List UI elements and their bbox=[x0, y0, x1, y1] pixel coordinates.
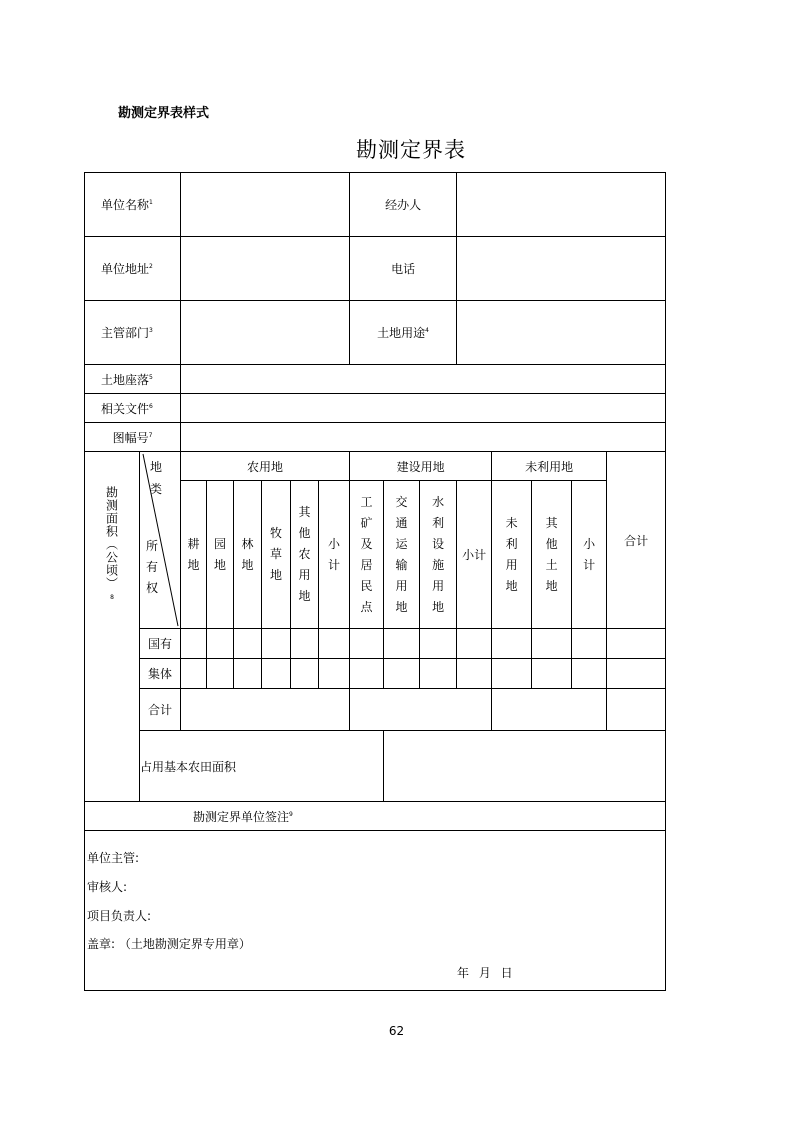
col-forest: 林 地 bbox=[234, 481, 262, 629]
unit-address-field[interactable] bbox=[181, 237, 350, 301]
unit-name-field[interactable] bbox=[181, 173, 350, 237]
cell[interactable] bbox=[572, 659, 607, 689]
col-cons-subtotal: 小计 bbox=[457, 481, 492, 629]
col-transport: 交 通 运 输 用 地 bbox=[384, 481, 420, 629]
cell[interactable] bbox=[291, 659, 319, 689]
phone-label: 电话 bbox=[350, 237, 457, 301]
survey-area-label: 勘测面积（公顷） $^8$ bbox=[85, 452, 140, 802]
signature-header: 勘测定界单位签注$^9$ bbox=[85, 802, 666, 831]
cell[interactable] bbox=[572, 629, 607, 659]
land-location-label: 土地座落$^5$ bbox=[85, 365, 181, 394]
cell[interactable] bbox=[420, 629, 457, 659]
cell[interactable] bbox=[607, 659, 666, 689]
construction-total-cell[interactable] bbox=[350, 689, 492, 731]
cell[interactable] bbox=[532, 629, 572, 659]
related-docs-field[interactable] bbox=[181, 394, 666, 423]
cell[interactable] bbox=[181, 629, 207, 659]
map-sheet-label: 图幅号$^7$ bbox=[85, 423, 181, 452]
cell[interactable] bbox=[492, 629, 532, 659]
col-pasture: 牧 草 地 bbox=[262, 481, 291, 629]
survey-boundary-table bbox=[84, 172, 666, 991]
row-label-collective: 集体 bbox=[140, 659, 181, 689]
agent-label: 经办人 bbox=[350, 173, 457, 237]
grand-total-header: 合计 bbox=[607, 452, 666, 629]
seal-label: 盖章: （土地勘测定界专用章） bbox=[87, 937, 251, 951]
cell[interactable] bbox=[234, 629, 262, 659]
col-mining-residential: 工 矿 及 居 民 点 bbox=[350, 481, 384, 629]
cell[interactable] bbox=[350, 659, 384, 689]
col-garden: 园 地 bbox=[207, 481, 234, 629]
date-label: 年 月 日 bbox=[457, 966, 513, 980]
cell[interactable] bbox=[384, 659, 420, 689]
cell[interactable] bbox=[420, 659, 457, 689]
col-cultivated: 耕 地 bbox=[181, 481, 207, 629]
competent-dept-label: 主管部门$^3$ bbox=[85, 301, 181, 365]
agent-field[interactable] bbox=[457, 173, 666, 237]
competent-dept-field[interactable] bbox=[181, 301, 350, 365]
cell[interactable] bbox=[181, 659, 207, 689]
table-row-total bbox=[85, 689, 666, 731]
agri-land-header: 农用地 bbox=[181, 452, 350, 481]
row-label-state: 国有 bbox=[140, 629, 181, 659]
form-title: 勘测定界表 bbox=[356, 138, 466, 162]
basic-farmland-label: 占用基本农田面积 bbox=[140, 731, 384, 802]
page-heading: 勘测定界表样式 bbox=[118, 106, 210, 121]
ownership-label: 所 有 权 bbox=[146, 539, 159, 595]
row-label-total: 合计 bbox=[140, 689, 181, 731]
col-other-land: 其 他 土 地 bbox=[532, 481, 572, 629]
cell[interactable] bbox=[207, 629, 234, 659]
table-row-collective bbox=[85, 659, 666, 689]
land-use-label: 土地用途$^4$ bbox=[350, 301, 457, 365]
cell[interactable] bbox=[262, 659, 291, 689]
table-row-state bbox=[85, 629, 666, 659]
unused-land-header: 未利用地 bbox=[492, 452, 607, 481]
cell[interactable] bbox=[319, 629, 350, 659]
cell[interactable] bbox=[234, 659, 262, 689]
basic-farmland-field[interactable] bbox=[384, 731, 666, 802]
unused-total-cell[interactable] bbox=[492, 689, 607, 731]
col-agri-subtotal: 小 计 bbox=[319, 481, 350, 629]
cell[interactable] bbox=[350, 629, 384, 659]
cell[interactable] bbox=[319, 659, 350, 689]
related-docs-label: 相关文件$^6$ bbox=[85, 394, 181, 423]
reviewer-label: 审核人: bbox=[87, 880, 128, 894]
signature-section bbox=[85, 831, 666, 991]
project-lead-label: 项目负责人: bbox=[87, 909, 152, 923]
land-location-field[interactable] bbox=[181, 365, 666, 394]
cell[interactable] bbox=[207, 659, 234, 689]
cell[interactable] bbox=[457, 659, 492, 689]
page-number: 62 bbox=[388, 1024, 405, 1038]
col-water-facility: 水 利 设 施 用 地 bbox=[420, 481, 457, 629]
unit-address-label: 单位地址$^2$ bbox=[85, 237, 181, 301]
construction-land-header: 建设用地 bbox=[350, 452, 492, 481]
agri-total-cell[interactable] bbox=[181, 689, 350, 731]
cell[interactable] bbox=[262, 629, 291, 659]
cell[interactable] bbox=[457, 629, 492, 659]
land-use-field[interactable] bbox=[457, 301, 666, 365]
grand-total-cell[interactable] bbox=[607, 689, 666, 731]
col-unused-land: 未 利 用 地 bbox=[492, 481, 532, 629]
class-ownership-diagonal bbox=[140, 452, 181, 629]
cell[interactable] bbox=[291, 629, 319, 659]
map-sheet-field[interactable] bbox=[181, 423, 666, 452]
cell[interactable] bbox=[492, 659, 532, 689]
land-class-label: 地 类 bbox=[150, 460, 163, 496]
col-other-agri: 其 他 农 用 地 bbox=[291, 481, 319, 629]
phone-field[interactable] bbox=[457, 237, 666, 301]
unit-head-label: 单位主管: bbox=[87, 851, 140, 865]
cell[interactable] bbox=[532, 659, 572, 689]
col-unused-subtotal: 小 计 bbox=[572, 481, 607, 629]
cell[interactable] bbox=[607, 629, 666, 659]
cell[interactable] bbox=[384, 629, 420, 659]
unit-name-label: 单位名称$^1$ bbox=[85, 173, 181, 237]
